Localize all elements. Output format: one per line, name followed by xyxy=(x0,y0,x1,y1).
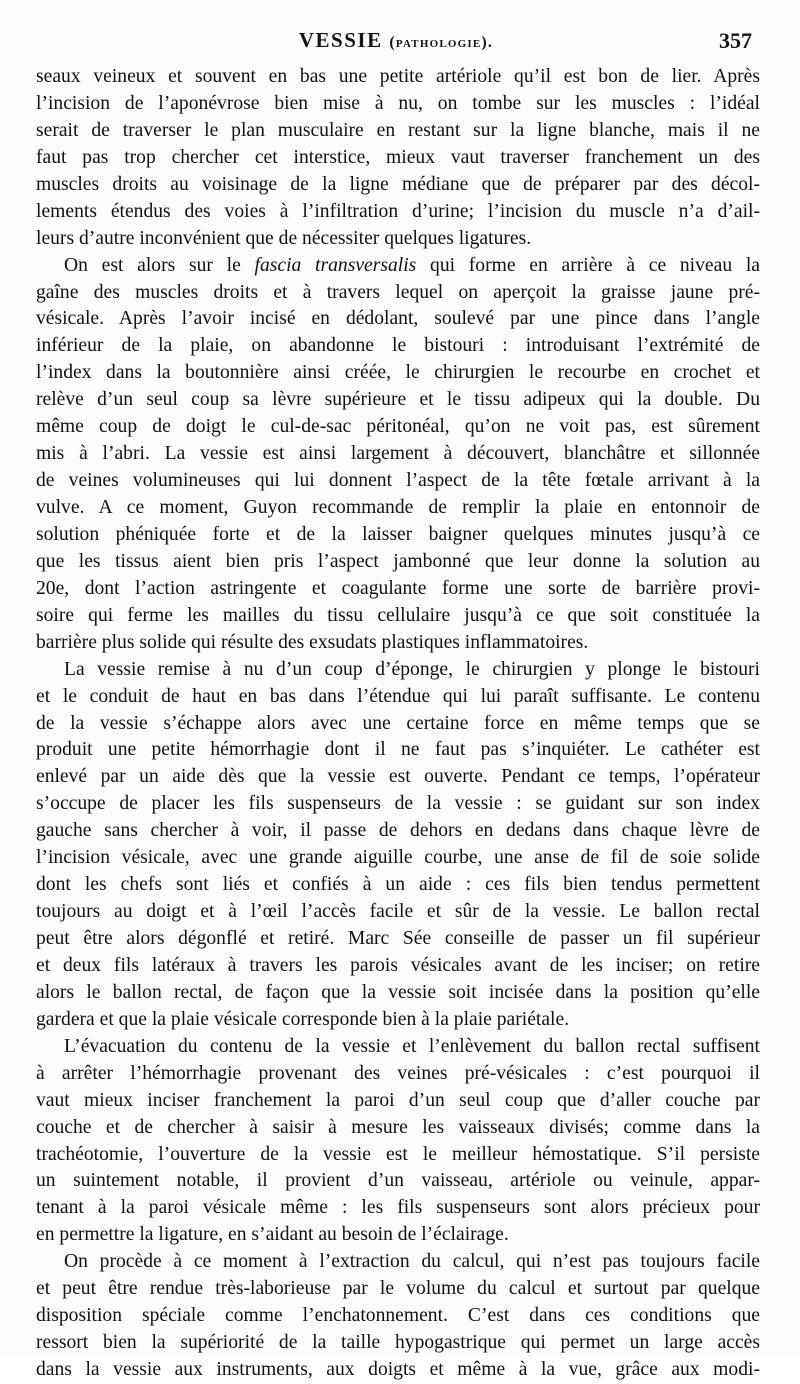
body-text xyxy=(36,64,760,1384)
italic-term: fascia transversalis xyxy=(254,254,417,276)
text-line xyxy=(36,253,760,280)
text-line: vaut mieux inciser franchement la paroi d’un seul coup que d’aller couche par xyxy=(36,1089,760,1111)
text-line: de la vessie s’échappe alors avec une certaine force en même temps que se xyxy=(36,712,760,734)
text-line: en permettre la ligature, en s’aidant au besoin de l’éclairage. xyxy=(36,1224,509,1246)
text-line: L’évacuation du contenu de la vessie et l’enlèvement du ballon rectal suffisent xyxy=(64,1035,760,1057)
text-line: l’incision vésicale, avec une grande aiguille courbe, une anse de fil de soie solide xyxy=(36,847,760,869)
text-line: toujours au doigt et à l’œil l’accès facile et sûr de la vessie. Le ballon rectal xyxy=(36,901,760,923)
text-line: couche et de chercher à saisir à mesure les vaisseaux divisés; comme dans la xyxy=(36,1116,760,1138)
text-line: leurs d’autre inconvénient que de nécessiter quelques ligatures. xyxy=(36,227,532,249)
text-segment: On est alors sur le xyxy=(64,254,255,276)
text-line: seaux veineux et souvent en bas une petite artériole qu’il est bon de lier. Après xyxy=(36,66,760,87)
text-line: même coup de doigt le cul-de-sac péritonéal, qu’on ne voit pas, est sûrement xyxy=(36,416,760,438)
text-line: et deux fils latéraux à travers les parois vésicales avant de les inciser; on retire xyxy=(36,954,760,976)
text-line: La vessie remise à nu d’un coup d’éponge, le chirurgien y plonge le bistouri xyxy=(64,658,760,680)
text-line: s’occupe de placer les fils suspenseurs de la vessie : se guidant sur son index xyxy=(36,793,760,815)
text-line: gardera et que la plaie vésicale corresponde bien à la plaie pariétale. xyxy=(36,1008,570,1030)
text-line: que les tissus aient bien pris l’aspect jambonné que leur donne la solution au xyxy=(36,550,760,572)
text-line: dans la vessie aux instruments, aux doigts et même à la vue, grâce aux modi- xyxy=(36,1359,760,1380)
text-line: lements étendus des voies à l’infiltration d’urine; l’incision du muscle n’a d’ail- xyxy=(36,200,760,222)
text-line: l’incision de l’aponévrose bien mise à nu, on tombe sur les muscles : l’idéal xyxy=(36,92,760,114)
text-segment: qui forme en arrière à ce niveau la xyxy=(416,254,760,276)
text-line: solution phéniquée forte et de la laisser baigner quelques minutes jusqu’à ce xyxy=(36,523,760,545)
page-header xyxy=(36,28,756,60)
running-head-subtitle: (pathologie). xyxy=(389,34,494,51)
text-line: vésicale. Après l’avoir incisé en dédolant, soulevé par une pince dans l’angle xyxy=(36,308,760,330)
running-head-title: VESSIE xyxy=(298,28,383,52)
text-line: trachéotomie, l’ouverture de la vessie est le meilleur hémostatique. S’il persiste xyxy=(36,1143,760,1165)
text-line: relève d’un seul coup sa lèvre supérieure et le tissu adipeux qui la double. Du xyxy=(36,389,760,411)
text-line: de veines volumineuses qui lui donnent l’aspect de la tête fœtale arrivant à la xyxy=(36,470,760,492)
text-line: gauche sans chercher à voir, il passe de dehors en dedans dans chaque lèvre de xyxy=(36,820,760,842)
text-line: un suintement notable, il provient d’un vaisseau, artériole ou veinule, appar- xyxy=(36,1170,760,1192)
text-line: vulve. A ce moment, Guyon recommande de remplir la plaie en entonnoir de xyxy=(36,497,760,518)
text-line: et peut être rendue très-laborieuse par le volume du calcul et surtout par quelque xyxy=(36,1278,760,1300)
text-line: 20e, dont l’action astringente et coagulante forme une sorte de barrière provi- xyxy=(36,577,760,599)
text-line: ressort bien la supériorité de la taille hypogastrique qui permet un large accès xyxy=(36,1332,760,1354)
text-line: peut être alors dégonflé et retiré. Marc Sée conseille de passer un fil supérieur xyxy=(36,928,760,949)
text-line: gaîne des muscles droits et à travers lequel on aperçoit la graisse jaune pré- xyxy=(36,281,760,303)
page-number: 357 xyxy=(719,28,752,53)
text-line: tenant à la paroi vésicale même : les fils suspenseurs sont alors précieux pour xyxy=(36,1197,760,1219)
text-line: alors le ballon rectal, de façon que la vessie soit incisée dans la position qu’elle xyxy=(36,981,760,1003)
text-line: serait de traverser le plan musculaire en restant sur la ligne blanche, mais il ne xyxy=(36,119,760,141)
text-line: inférieur de la plaie, on abandonne le bistouri : introduisant l’extrémité de xyxy=(36,335,760,357)
text-line: muscles droits au voisinage de la ligne médiane que de préparer par des décol- xyxy=(36,173,760,195)
text-line: enlevé par un aide dès que la vessie est ouverte. Pendant ce temps, l’opérateur xyxy=(36,766,760,788)
text-line: faut pas trop chercher cet interstice, mieux vaut traverser franchement un des xyxy=(36,146,760,168)
text-line: produit une petite hémorrhagie dont il ne faut pas s’inquiéter. Le cathéter est xyxy=(36,739,760,761)
text-line: barrière plus solide qui résulte des exsudats plastiques inflammatoires. xyxy=(36,631,589,653)
text-line: dont les chefs sont liés et confiés à un aide : ces fils bien tendus permettent xyxy=(36,874,760,896)
text-line: et le conduit de haut en bas dans l’étendue qui lui paraît suffisante. Le contenu xyxy=(36,685,760,707)
text-line: mis à l’abri. La vessie est ainsi largement à découvert, blanchâtre et sillonnée xyxy=(36,443,760,465)
text-line: On procède à ce moment à l’extraction du calcul, qui n’est pas toujours facile xyxy=(64,1251,760,1273)
text-line: l’index dans la boutonnière ainsi créée, le chirurgien le recourbe en crochet et xyxy=(36,362,760,384)
running-head xyxy=(36,28,756,53)
text-line: à arrêter l’hémorrhagie provenant des veines pré-vésicales : c’est pourquoi il xyxy=(36,1062,760,1084)
text-line: soire qui ferme les mailles du tissu cellulaire jusqu’à ce que soit constituée la xyxy=(36,604,760,626)
text-line: disposition spéciale comme l’enchatonnement. C’est dans ces conditions que xyxy=(36,1305,760,1327)
